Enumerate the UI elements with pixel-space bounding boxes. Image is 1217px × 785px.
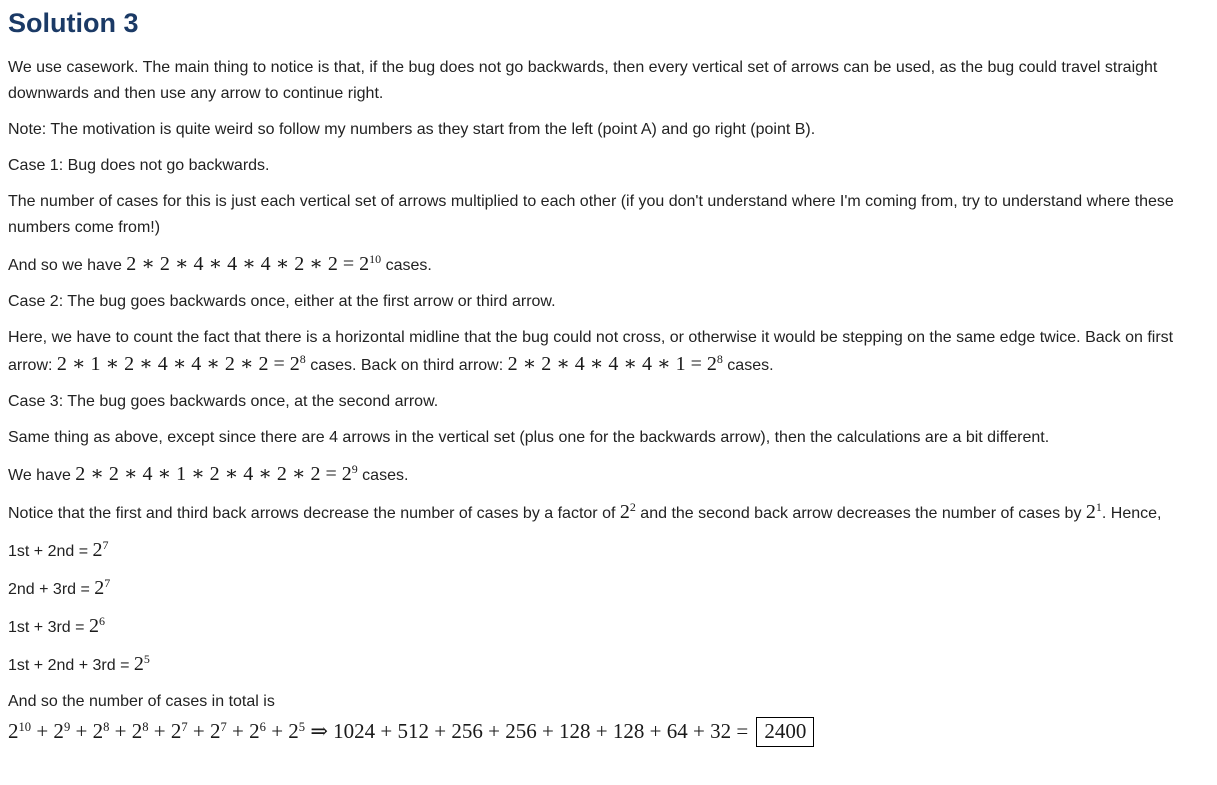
para-intro <box>8 55 1198 107</box>
text-run: and the second back arrow decreases the number of cases by <box>635 505 1086 523</box>
math-superscript: 6 <box>259 720 266 735</box>
math-superscript: 2 <box>629 500 636 515</box>
math-superscript: 7 <box>220 720 227 735</box>
math-run: $2^{10} + 2^9 + 2^8 + 2^8 + 2^7 + 2^7 + 2^6 + 2^5$ ⇒ 1024 + 512 + 256 + 256 + 128 + 128 + 64 + 32 = 2400 <box>8 719 814 743</box>
text-run: Same thing as above, except since there are 4 arrows in the vertical set (plus one for the backwards arrow), then the calculations are a bit different. <box>8 429 1050 447</box>
math-superscript: 5 <box>143 652 150 667</box>
math-run: 2 ∗ 1 ∗ 2 ∗ 4 ∗ 4 ∗ 2 ∗ $2 = 2^8$ <box>56 352 306 376</box>
math-superscript: 7 <box>181 720 188 735</box>
math-superscript: 5 <box>298 720 306 735</box>
math-run: $2^2$ <box>619 500 636 524</box>
para-factor-note <box>8 499 1198 527</box>
math-run: 2 ∗ 2 ∗ 4 ∗ 4 ∗ 4 ∗ $1 = 2^8$ <box>507 352 723 376</box>
text-run: cases. Back on third arrow: <box>305 357 508 375</box>
text-run: . Hence, <box>1101 505 1162 523</box>
para-total-math <box>8 717 1198 747</box>
text-run: 1st + 3rd = <box>8 619 89 637</box>
text-run: Case 3: The bug goes backwards once, at the second arrow. <box>8 393 439 411</box>
para-case-1-explanation <box>8 189 1198 241</box>
text-run: Here, we have to count the fact that there is a horizontal midline that the bug could not cross, or otherwise it would be stepping on the same edge twice. Back on first arrow: <box>8 329 1174 375</box>
para-total-intro <box>8 689 1198 715</box>
text-run: 1st + 2nd + 3rd = <box>8 657 134 675</box>
math-superscript: 8 <box>142 720 149 735</box>
math-run: $2^5$ <box>133 652 150 676</box>
math-superscript: 7 <box>102 538 109 553</box>
math-superscript: 10 <box>18 720 32 735</box>
text-run: cases. <box>357 467 409 485</box>
text-run: We use casework. The main thing to notice is that, if the bug does not go backwards, then every vertical set of arrows can be used, as the bug could travel straight downwards and then use any arrow to continue right. <box>8 59 1158 103</box>
text-run: cases. <box>722 357 774 375</box>
para-sum-2nd-3rd <box>8 575 1198 603</box>
text-run: And so the number of cases in total is <box>8 693 275 711</box>
text-run: We have <box>8 467 76 485</box>
text-run: 1st + 2nd = <box>8 543 93 561</box>
math-run: 2 ∗ 2 ∗ 4 ∗ 4 ∗ 4 ∗ 2 ∗ $2 = 2^{10}$ <box>126 252 382 276</box>
math-run: $2^1$ <box>1085 500 1102 524</box>
para-sum-1st-3rd <box>8 613 1198 641</box>
page-title: Solution 3 <box>8 8 139 38</box>
math-run: $2^7$ <box>94 576 111 600</box>
math-run: $2^7$ <box>92 538 109 562</box>
math-superscript: 9 <box>63 720 71 735</box>
para-case-3 <box>8 389 1198 415</box>
math-superscript: 9 <box>351 462 358 477</box>
text-run: Case 2: The bug goes backwards once, either at the first arrow or third arrow. <box>8 293 556 311</box>
para-sum-1st-2nd <box>8 537 1198 565</box>
para-note <box>8 117 1198 143</box>
text-run: The number of cases for this is just each vertical set of arrows multiplied to each other (if you don't understand where I'm coming from, try to understand where these numbers come from!) <box>8 193 1174 237</box>
text-run: Case 1: Bug does not go backwards. <box>8 157 270 175</box>
math-superscript: 1 <box>1095 500 1102 515</box>
para-case-3-explanation <box>8 425 1198 451</box>
math-superscript: 8 <box>716 352 723 367</box>
text-run: Notice that the first and third back arrows decrease the number of cases by a factor of <box>8 505 620 523</box>
para-case-3-count <box>8 461 1198 489</box>
math-run: $2^6$ <box>88 614 105 638</box>
math-superscript: 7 <box>104 576 111 591</box>
math-superscript: 10 <box>369 252 382 267</box>
para-case-2-explanation <box>8 325 1198 379</box>
math-superscript: 8 <box>299 352 306 367</box>
math-superscript: 6 <box>98 614 105 629</box>
para-case-2 <box>8 289 1198 315</box>
para-sum-1st-2nd-3rd <box>8 651 1198 679</box>
math-run: 2 ∗ 2 ∗ 4 ∗ 1 ∗ 2 ∗ 4 ∗ 2 ∗ $2 = 2^9$ <box>75 462 358 486</box>
boxed-answer: 2400 <box>756 717 814 747</box>
math-superscript: 8 <box>103 720 110 735</box>
para-case-1-count <box>8 251 1198 279</box>
content <box>8 55 1198 747</box>
text-run: cases. <box>381 257 432 275</box>
para-case-1 <box>8 153 1198 179</box>
text-run: And so we have <box>8 257 127 275</box>
text-run: Note: The motivation is quite weird so follow my numbers as they start from the left (point A) and go right (point B). <box>8 121 816 139</box>
text-run: 2nd + 3rd = <box>8 581 95 599</box>
